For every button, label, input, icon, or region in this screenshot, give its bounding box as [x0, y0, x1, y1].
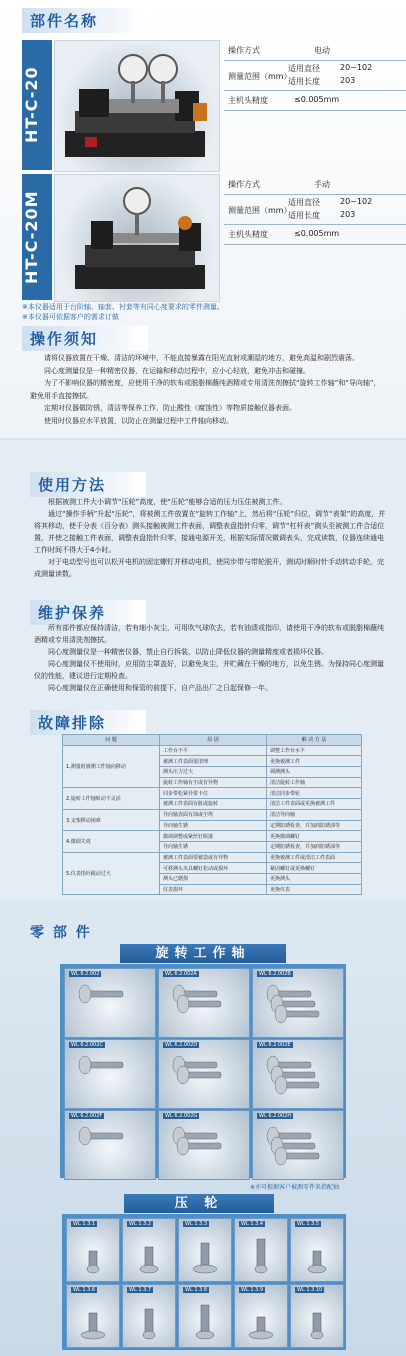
- model-1-spec-table: [224, 40, 406, 170]
- diameter-label: 适用直径: [288, 198, 320, 207]
- table-row: [63, 788, 362, 799]
- usage-paragraph: 对于电动型号也可以松开电机的固定螺钉并移动电机，使同步带与带轮脱开，测试时顺时针手动转动手轮，完成测量读数。: [34, 558, 384, 578]
- cause-cell: 测头已磨损: [160, 873, 267, 884]
- problem-cell: 2.旋转工作轴转动不灵活: [63, 788, 160, 809]
- roller-part-code: WL 1.3.5: [297, 1221, 320, 1227]
- problem-cell: 4.微调失效: [63, 831, 160, 852]
- parts-name-heading: 部件名称: [22, 8, 148, 33]
- roller-part-image: [185, 1299, 225, 1343]
- cause-cell: 仪表损坏: [160, 884, 267, 895]
- roller-part-code: WL 1.3.7: [129, 1287, 152, 1293]
- solution-cell: 紧固螺钉或更换螺钉: [267, 863, 362, 874]
- roller-part-code: WL 1.3.1: [73, 1221, 96, 1227]
- roller-part-cell: [122, 1218, 176, 1282]
- roller-part-cell: [234, 1284, 288, 1348]
- diameter-value: 20~102: [340, 197, 373, 206]
- solution-cell: 更换仪表: [267, 884, 362, 895]
- diameter-label: 适用直径: [288, 64, 320, 73]
- maintenance-heading: 维护保养: [30, 600, 146, 625]
- electric-concentricity-gauge-image: [55, 41, 219, 171]
- solution-cell: 清洁同步带轮: [267, 788, 362, 799]
- roller-part-cell: [66, 1284, 120, 1348]
- axis-shaft-image: [161, 1123, 247, 1175]
- problem-cell: 3.支架移动困难: [63, 809, 160, 830]
- column-header: 原 因: [160, 735, 267, 746]
- solution-cell: 定期防锈检查，并加润防锈油等: [267, 820, 362, 831]
- roller-part-code: WL 1.3.9: [241, 1287, 264, 1293]
- roller-banner: 压 轮: [124, 1194, 274, 1213]
- troubleshoot-heading: 故障排除: [30, 710, 146, 735]
- range-label: 测量范围（mm）: [228, 206, 292, 215]
- problem-cell: 5.仪表指针跳动过大: [63, 852, 160, 895]
- roller-part-code: WL 1.3.2: [129, 1221, 152, 1227]
- axis-part-cell: [64, 968, 156, 1038]
- roller-part-code: WL 1.3.8: [185, 1287, 208, 1293]
- axis-shaft-image: [255, 1123, 341, 1175]
- solution-cell: 调整工作台水平: [267, 745, 362, 756]
- solution-cell: 清洁旋转工作轴: [267, 777, 362, 788]
- solution-cell: 更换被测工件: [267, 756, 362, 767]
- mode-value: 电动: [314, 46, 330, 55]
- axis-part-code: WL 6.2.002D: [165, 1042, 198, 1048]
- spare-parts-section: [0, 900, 406, 1356]
- roller-part-code: WL 1.3.6: [73, 1287, 96, 1293]
- precision-label: 主机头精度: [228, 96, 268, 105]
- solution-cell: 调测测头: [267, 767, 362, 778]
- precision-value: ≤0.005mm: [294, 95, 340, 104]
- spare-parts-heading: 零 部 件: [30, 925, 92, 941]
- axis-part-cell: [158, 1110, 250, 1180]
- table-header-row: [63, 735, 362, 746]
- axis-part-code: WL 6.2.002G: [165, 1113, 198, 1119]
- usage-paragraph: 根据被测工件大小调节“压轮”高度，使“压轮”能够合适的压力压住被测工件。: [48, 498, 287, 506]
- table-row: [63, 745, 362, 756]
- rotating-axis-grid: [60, 964, 346, 1178]
- length-label: 适用长度: [288, 77, 320, 86]
- cause-cell: 可移测头夹具螺钉松动或损坏: [160, 863, 267, 874]
- cause-cell: 旋转工作轴有尘或有异物: [160, 777, 267, 788]
- diameter-value: 20~102: [340, 63, 373, 72]
- axis-part-cell: [64, 1110, 156, 1180]
- axis-part-cell: [158, 1039, 250, 1109]
- precision-label: 主机头精度: [228, 230, 268, 239]
- column-header: 解 决 方 法: [267, 735, 362, 746]
- axis-shaft-image: [255, 981, 341, 1033]
- solution-cell: 更换测头: [267, 873, 362, 884]
- roller-part-image: [241, 1299, 281, 1343]
- usage-paragraph: 通过“操作手柄”升起“压轮”，将被测工件放置在“旋转工作轴”上，然后将“压轮”归位，调节“表架”的高度，并将其移动，使千分表（百分表）测头接触被测工件表面，调整表盘指针归零，调节“杠杆表”测头至被测工件合适位置，并使之接触工件表面，调整表盘指针归零，接通电源开关，根据实际情况微调表头，完成读数，仪器连续通电工作时间不得大于4小时。: [34, 510, 386, 554]
- rotating-axis-banner: 旋转工作轴: [120, 944, 286, 963]
- axis-shaft-image: [67, 1052, 153, 1104]
- operation-paragraph: 为了不影响仪器的精密度，应使用干净的软布或脱脂棉蘸纯酒精或专用清洗剂擦拭“旋转工作轴”和“导向轴”，避免用手直接擦拭。: [30, 379, 381, 400]
- note-1: ※本仪器适用于台阶轴、轴套、衬套等有同心度要求的零件测量。: [22, 303, 224, 311]
- cause-cell: 同步带松紧异常卡住: [160, 788, 267, 799]
- parts-section: [0, 0, 406, 438]
- roller-part-code: WL 1.3.3: [185, 1221, 208, 1227]
- axis-part-code: WL 6.2.002H: [259, 1113, 292, 1119]
- roller-part-image: [129, 1233, 169, 1277]
- axis-part-cell: [252, 1039, 344, 1109]
- axis-part-cell: [252, 968, 344, 1038]
- roller-part-cell: [178, 1284, 232, 1348]
- table-row: [63, 809, 362, 820]
- roller-part-image: [297, 1233, 337, 1277]
- axis-part-cell: [252, 1110, 344, 1180]
- column-header: 问 题: [63, 735, 160, 746]
- model-2-photo: [54, 174, 220, 302]
- table-row: [63, 852, 362, 863]
- axis-part-code: WL 6.2.002A: [165, 971, 197, 977]
- roller-part-cell: [122, 1284, 176, 1348]
- roller-part-cell: [290, 1284, 344, 1348]
- table-row: [63, 831, 362, 842]
- cause-cell: 微调调整或紧丝钉脱落: [160, 831, 267, 842]
- usage-text: [34, 496, 386, 580]
- roller-part-cell: [290, 1218, 344, 1282]
- cause-cell: 被测工件表面有脏或旋转: [160, 799, 267, 810]
- troubleshoot-table: [62, 734, 362, 895]
- operation-paragraph: 定期对仪器做防锈，清洁等保养工作，防止酸性（腐蚀性）等物质接触仪器表面。: [44, 404, 296, 412]
- note-2: ※本仪器可依据客户的需求订做: [22, 313, 119, 321]
- cause-cell: 导向轴表面有油或尘埃: [160, 809, 267, 820]
- maintenance-paragraph: 同心度测量仪在正确使用和保管的前提下，自产品出厂之日起保修一年。: [48, 684, 272, 692]
- cause-cell: 被测工件表面要清理: [160, 756, 267, 767]
- axis-shaft-image: [161, 981, 247, 1033]
- roller-part-cell: [234, 1218, 288, 1282]
- length-value: 203: [340, 76, 356, 85]
- roller-part-code: WL 1.3.10: [297, 1287, 323, 1293]
- model-1-sidebar: [22, 40, 52, 170]
- instructions-section: [0, 440, 406, 900]
- mode-value: 手动: [314, 180, 330, 189]
- maintenance-text: [34, 622, 386, 694]
- problem-cell: 1.测量时被测工件轴向移动: [63, 745, 160, 788]
- model-2-spec-table: [224, 174, 406, 300]
- solution-cell: 定期防锈检查，并加润防锈油等: [267, 841, 362, 852]
- axis-shaft-image: [67, 1123, 153, 1175]
- solution-cell: 清洁导向轴: [267, 809, 362, 820]
- axis-part-code: WL 6.2.002B: [259, 971, 291, 977]
- cause-cell: 工作台不平: [160, 745, 267, 756]
- roller-part-cell: [178, 1218, 232, 1282]
- manual-concentricity-gauge-image: [55, 175, 219, 301]
- cause-cell: 导向轴生锈: [160, 841, 267, 852]
- roller-part-image: [297, 1299, 337, 1343]
- roller-part-image: [129, 1299, 169, 1343]
- maintenance-paragraph: 同心度测量仪不使用时，应用防尘罩盖好，以避免灰尘，并贮藏在干燥的地方，以免生锈。为保持同心度测量仪的性能，建议进行定期检查。: [34, 660, 384, 680]
- axis-part-code: WL 6.2.002F: [71, 1113, 103, 1119]
- maintenance-paragraph: 所有部件都应保持清洁，若有细小灰尘，可用吹气球吹去，若有油渍或指印，请使用干净的软布或脱脂棉蘸纯酒精或专用清洗剂擦拭。: [34, 624, 384, 644]
- maintenance-paragraph: 同心度测量仪是一种精密仪器，禁止自行拆装，以防止降低仪器的测量精度或者损坏仪器。: [48, 648, 328, 656]
- range-label: 测量范围（mm）: [228, 72, 292, 81]
- axis-part-cell: [64, 1039, 156, 1109]
- axis-shaft-image: [161, 1052, 247, 1104]
- operation-paragraph: 请将仪器放置在干燥、清洁的环境中，不能直接暴露在阳光直射或潮湿的地方，避免高温和剧烈震荡。: [44, 354, 359, 362]
- axis-part-code: WL 6.2.002: [71, 971, 100, 977]
- roller-part-code: WL 1.3.4: [241, 1221, 264, 1227]
- solution-cell: 清洁工件表面或更换被测工件: [267, 799, 362, 810]
- solution-cell: 更换微调螺钉: [267, 831, 362, 842]
- length-label: 适用长度: [288, 211, 320, 220]
- axis-part-cell: [158, 968, 250, 1038]
- axis-shaft-image: [67, 981, 153, 1033]
- model-1-photo: [54, 40, 220, 172]
- axis-part-code: WL 6.2.002E: [259, 1042, 291, 1048]
- model-2-name: HT-C-20M: [22, 190, 41, 284]
- axis-shaft-image: [255, 1052, 341, 1104]
- operation-text: [30, 352, 386, 427]
- roller-part-image: [73, 1299, 113, 1343]
- model-1-name: HT-C-20: [22, 66, 41, 144]
- axis-note: ※亦可根据客户被测零件来指配轴: [250, 1184, 340, 1191]
- cause-cell: 被测工件表面要被造或有异物: [160, 852, 267, 863]
- operation-paragraph: 使用时仪器应水平放置，以防止在测量过程中工件轴向移动。: [44, 416, 233, 425]
- roller-part-image: [73, 1233, 113, 1277]
- operation-heading: 操作须知: [22, 326, 148, 351]
- model-2-sidebar: [22, 174, 52, 300]
- roller-part-image: [241, 1233, 281, 1277]
- roller-part-cell: [66, 1218, 120, 1282]
- axis-part-code: WL 6.2.002C: [71, 1042, 103, 1048]
- roller-grid: [62, 1214, 346, 1350]
- usage-heading: 使用方法: [30, 472, 146, 497]
- precision-value: ≤0.005mm: [294, 229, 340, 238]
- roller-part-image: [185, 1233, 225, 1277]
- cause-cell: 测头压力过大: [160, 767, 267, 778]
- mode-label: 操作方式: [228, 46, 260, 55]
- mode-label: 操作方式: [228, 180, 260, 189]
- operation-paragraph: 同心度测量仪是一种精密仪器，在运输和移动过程中，应小心轻放，避免冲击和碰撞。: [44, 366, 310, 375]
- length-value: 203: [340, 210, 356, 219]
- cause-cell: 导向轴生锈: [160, 820, 267, 831]
- solution-cell: 更换被测工件或清洁工件表面: [267, 852, 362, 863]
